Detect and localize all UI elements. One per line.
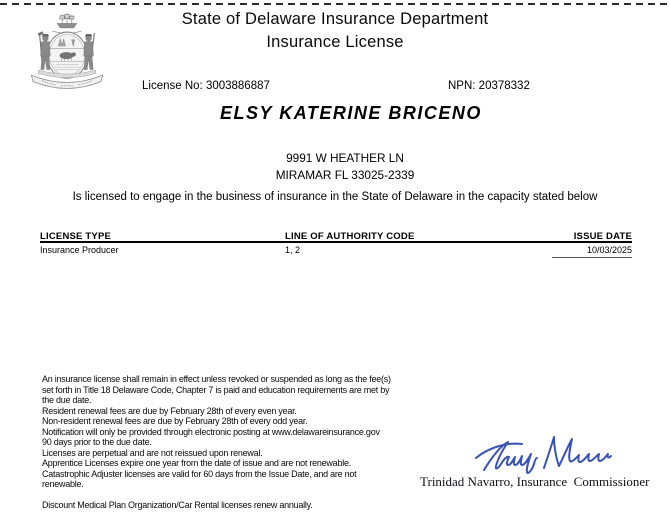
licensee-name: ELSY KATERINE BRICENO xyxy=(220,103,482,123)
top-dashed-border xyxy=(0,3,670,5)
npn-number xyxy=(448,80,530,92)
conditions-line: Catastrophic Adjuster licenses are valid for 60 days from the Issue Date, and are not xyxy=(42,468,357,479)
conditions-line: the due date. xyxy=(42,395,92,405)
commissioner-name-title: Trinidad Navarro, Insurance Commissioner xyxy=(420,474,650,489)
conditions-line: Notification will only be provided through electronic posting at www.delawareinsurance.gov xyxy=(42,426,380,437)
conditions-line: Licenses are perpetual and are not reissued upon renewal. xyxy=(42,447,263,458)
npn-label: NPN: xyxy=(448,80,479,92)
column-header-issue-date: ISSUE DATE xyxy=(573,231,632,242)
license-table xyxy=(40,231,632,259)
npn-value: 20378332 xyxy=(478,80,530,92)
conditions-line: An insurance license shall remain in effect unless revoked or suspended as long as the fee(s) xyxy=(42,374,391,384)
signature-first-name-stroke xyxy=(484,442,537,473)
table-row xyxy=(40,245,632,259)
capacity-statement: Is licensed to engage in the business of insurance in the State of Delaware in the capacity stated below xyxy=(72,191,598,203)
conditions-line: Apprentice Licenses expire one year from the date of issue and are not renewable. xyxy=(42,458,351,468)
address-line-2: MIRAMAR FL 33025-2339 xyxy=(275,167,415,182)
license-number xyxy=(142,80,270,92)
address-line-1: 9991 W HEATHER LN xyxy=(286,151,404,165)
license-table-header xyxy=(40,231,632,243)
document-title: State of Delaware Insurance Department xyxy=(181,10,489,28)
document-subtitle: Insurance License xyxy=(266,33,404,51)
line-of-authority-code-value: 1, 2 xyxy=(285,245,301,255)
conditions-line: Resident renewal fees are due by February 28th of every even year. xyxy=(42,405,297,416)
document-header xyxy=(0,8,670,54)
conditions-line: 90 days prior to the due date. xyxy=(42,437,152,447)
conditions-line: set forth in Title 18 Delaware Code, Chapter 7 is paid and education requirements are met by xyxy=(42,384,390,395)
signature-last-name-stroke xyxy=(544,437,611,468)
conditions-line: renewable. xyxy=(42,479,84,489)
conditions-line: Non-resident renewal fees are due by February 28th of every odd year. xyxy=(42,416,308,426)
column-header-line-of-authority-code: LINE OF AUTHORITY CODE xyxy=(285,231,415,242)
license-type-value: Insurance Producer xyxy=(40,245,119,255)
licensee-address xyxy=(20,150,670,183)
issue-date-value: 10/03/2025 xyxy=(552,245,632,258)
license-conditions-text xyxy=(42,374,442,511)
license-number-value: 3003886887 xyxy=(205,80,270,92)
column-header-license-type: LICENSE TYPE xyxy=(40,231,112,242)
license-number-label: License No: xyxy=(142,80,206,92)
commissioner-signature xyxy=(474,430,616,476)
conditions-line xyxy=(42,490,442,501)
conditions-line: Discount Medical Plan Organization/Car Rental licenses renew annually. xyxy=(42,500,313,510)
